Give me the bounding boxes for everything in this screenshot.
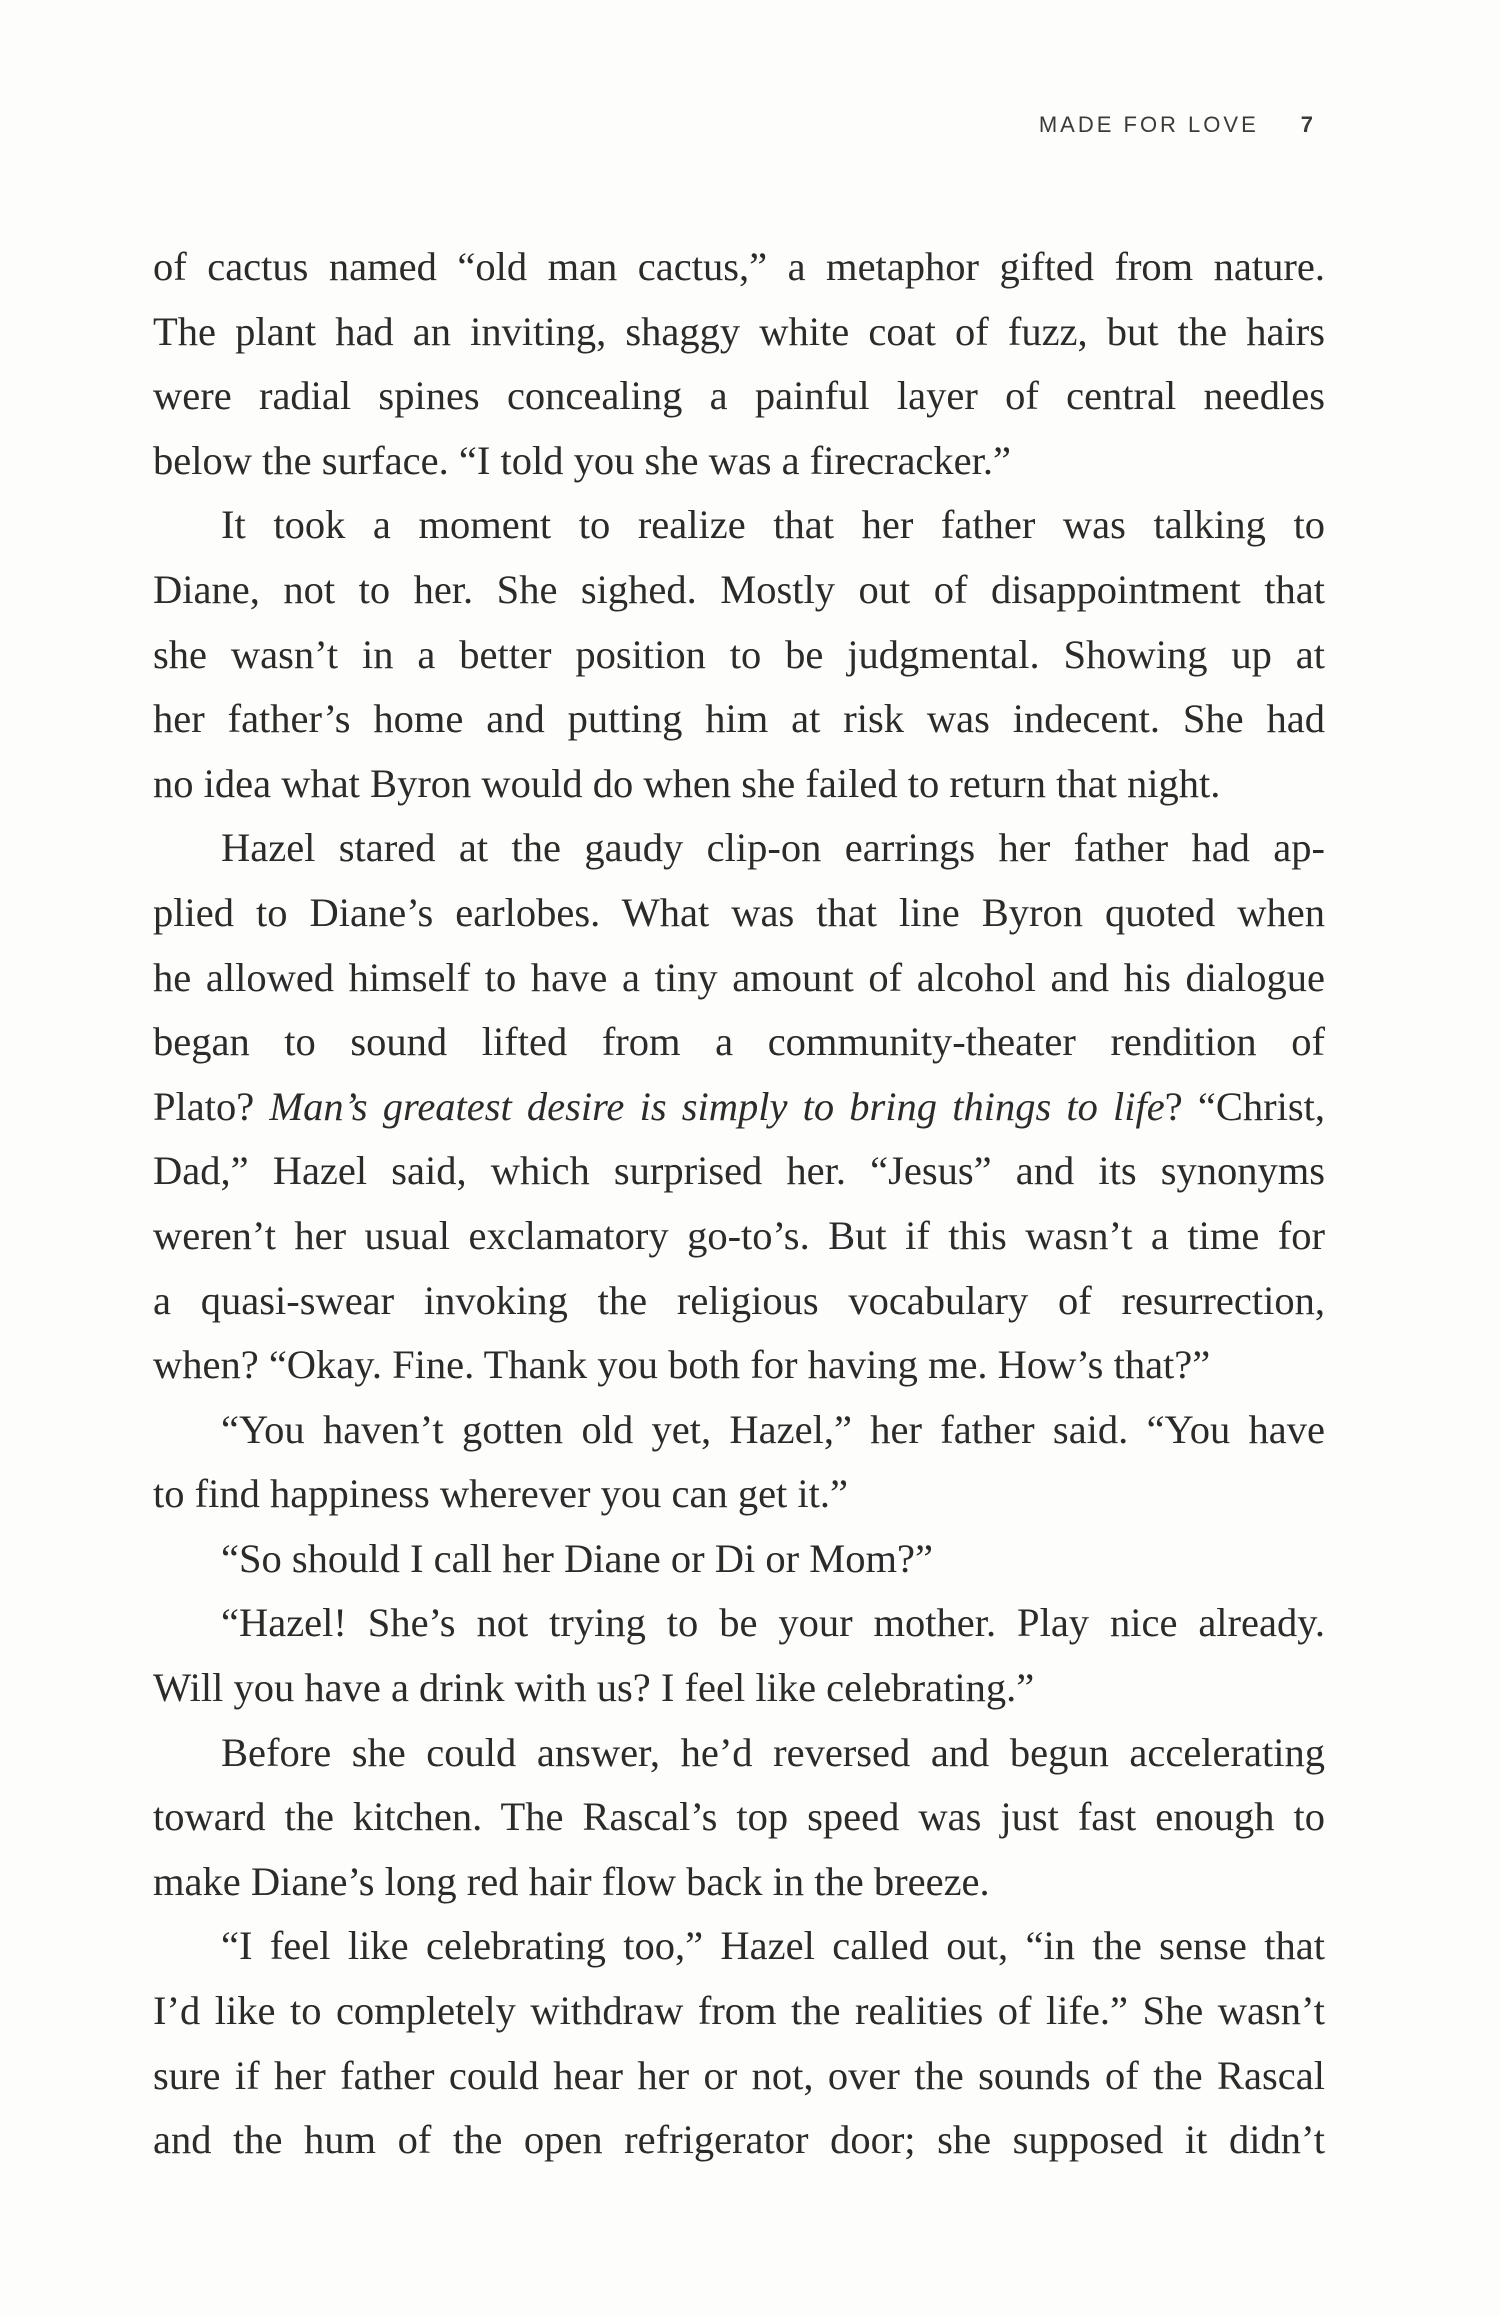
body-text	[153, 235, 1325, 2173]
running-head	[155, 112, 1313, 138]
page-number: 7	[1300, 112, 1313, 137]
text-line: “I feel like celebrating too,” Hazel called out, “in the sense that	[221, 1923, 1325, 1969]
text-line	[153, 1075, 1325, 1140]
text-line: she wasn’t in a better position to be judgmental. Showing up at	[153, 631, 1325, 677]
text-line: and the hum of the open refrigerator door; she supposed it didn’t	[153, 2117, 1325, 2163]
text-line: It took a moment to realize that her father was talking to	[221, 502, 1325, 548]
italic-quote: Man’s greatest desire is simply to bring things to life	[269, 1083, 1165, 1129]
text-line: a quasi-swear invoking the religious vocabulary of resurrection,	[153, 1277, 1325, 1323]
text-line: Dad,” Hazel said, which surprised her. “Jesus” and its synonyms	[153, 1148, 1325, 1194]
text-line: “Hazel! She’s not trying to be your mother. Play nice already.	[221, 1600, 1325, 1646]
text-line: make Diane’s long red hair flow back in the breeze.	[153, 1858, 990, 1904]
text-line: her father’s home and putting him at risk was indecent. She had	[153, 696, 1325, 742]
text-line: The plant had an inviting, shaggy white coat of fuzz, but the hairs	[153, 308, 1325, 354]
text-line: Diane, not to her. She sighed. Mostly out of disappointment that	[153, 566, 1325, 612]
text-line: Hazel stared at the gaudy clip-on earrings her father had ap-	[221, 825, 1325, 871]
running-title: MADE FOR LOVE	[1038, 112, 1259, 137]
text-line: to find happiness wherever you can get it.”	[153, 1471, 849, 1517]
text-line: sure if her father could hear her or not, over the sounds of the Rascal	[153, 2052, 1325, 2098]
text-line-segment: ? “Christ,	[1164, 1083, 1325, 1129]
text-line: Before she could answer, he’d reversed and begun accelerating	[221, 1729, 1325, 1775]
text-line: “You haven’t gotten old yet, Hazel,” her father said. “You have	[221, 1406, 1325, 1452]
text-line: I’d like to completely withdraw from the realities of life.” She wasn’t	[153, 1988, 1325, 2034]
text-line: toward the kitchen. The Rascal’s top speed was just fast enough to	[153, 1794, 1325, 1840]
text-line: weren’t her usual exclamatory go-to’s. But if this wasn’t a time for	[153, 1212, 1325, 1258]
text-line: were radial spines concealing a painful layer of central needles	[153, 373, 1325, 419]
text-line: no idea what Byron would do when she failed to return that night.	[153, 760, 1221, 806]
text-line: “So should I call her Diane or Di or Mom?”	[221, 1535, 933, 1581]
text-line: he allowed himself to have a tiny amount of alcohol and his dialogue	[153, 954, 1325, 1000]
text-line: Will you have a drink with us? I feel like celebrating.”	[153, 1665, 1035, 1711]
text-line: began to sound lifted from a community-theater rendition of	[153, 1019, 1325, 1065]
text-line: below the surface. “I told you she was a firecracker.”	[153, 437, 1011, 483]
text-line: plied to Diane’s earlobes. What was that line Byron quoted when	[153, 889, 1325, 935]
text-line-segment: Plato?	[153, 1083, 270, 1129]
text-line: when? “Okay. Fine. Thank you both for having me. How’s that?”	[153, 1342, 1211, 1388]
text-line: of cactus named “old man cactus,” a metaphor gifted from nature.	[153, 244, 1325, 289]
